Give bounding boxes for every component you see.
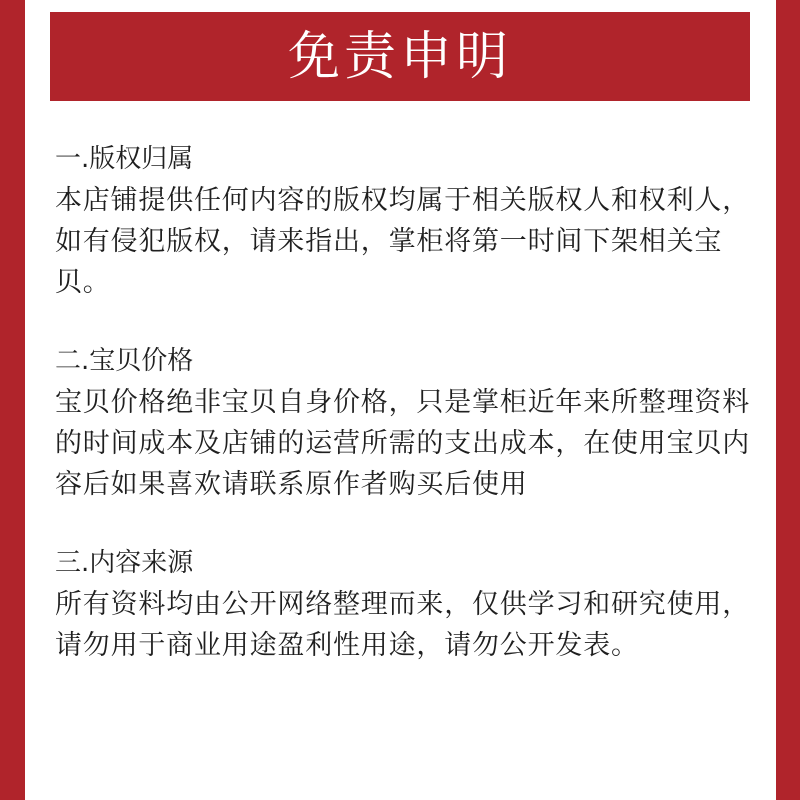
disclaimer-content [55, 138, 755, 703]
section-body: 所有资料均由公开网络整理而来，仅供学习和研究使用，请勿用于商业用途盈利性用途，请勿公开发表。 [55, 589, 750, 661]
section-copyright [55, 138, 755, 303]
section-source [55, 542, 755, 666]
section-heading: 三.内容来源 [55, 548, 194, 578]
section-heading: 二.宝贝价格 [55, 346, 194, 376]
page-title: 免责申明 [287, 26, 512, 87]
section-price [55, 340, 755, 505]
section-body: 宝贝价格绝非宝贝自身价格，只是掌柜近年来所整理资料的时间成本及店铺的运营所需的支出成本，在使用宝贝内容后如果喜欢请联系原作者购买后使用 [55, 387, 750, 500]
section-body: 本店铺提供任何内容的版权均属于相关版权人和权利人，如有侵犯版权，请来指出，掌柜将第一时间下架相关宝贝。 [55, 185, 750, 298]
section-heading: 一.版权归属 [55, 144, 194, 174]
title-banner [50, 12, 750, 101]
